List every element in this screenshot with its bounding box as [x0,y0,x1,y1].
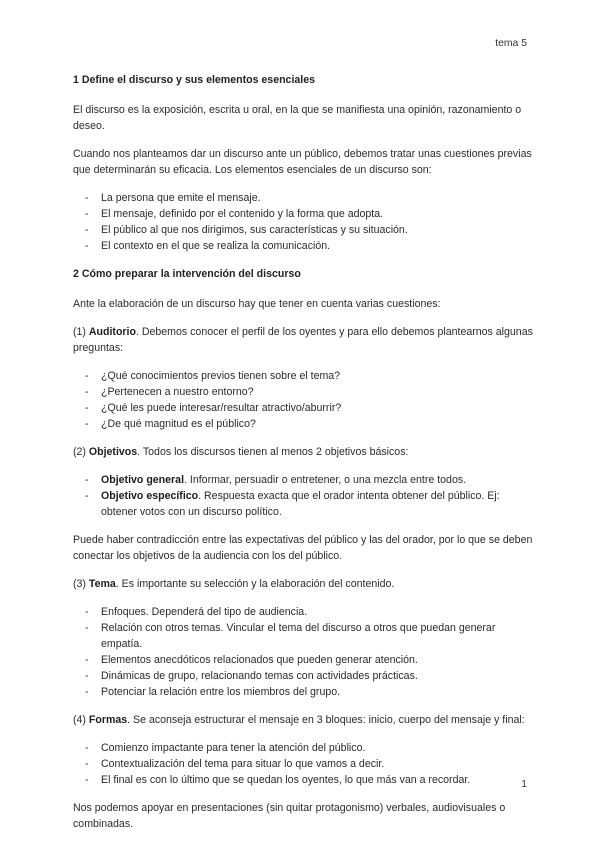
list-item: - Potenciar la relación entre los miembros del grupo. [85,686,341,698]
objetivos-term: Objetivos [88,446,138,458]
section-1-paragraph-definition: El discurso es la exposición, escrita u oral, en la que se manifiesta una opinión, razonamiento o deseo. [73,104,522,132]
formas-term: Formas [88,714,128,726]
list-item: - Objetivo específico. Respuesta exacta que el orador intenta obtener del público. Ej: obtener votos con un discurso político. [85,490,500,518]
list-item: - El final es con lo último que se quedan los oyentes, lo que más van a recordar. [85,774,471,786]
section-1-elements-list [73,190,533,254]
auditorio-questions-list [73,368,533,432]
tema-list [73,604,533,700]
page-header-topic: tema 5 [495,38,527,49]
objetivos-list [73,472,533,520]
list-item: - El público al que nos dirigimos, sus características y su situación. [85,224,408,236]
list-item: - La persona que emite el mensaje. [85,192,261,204]
list-item: - El contexto en el que se realiza la comunicación. [85,240,331,252]
list-item: - ¿Qué les puede interesar/resultar atractivo/aburrir? [85,402,342,414]
formas-paragraph: (4) Formas. Se aconseja estructurar el mensaje en 3 bloques: inicio, cuerpo del mensaje y final: [73,714,525,726]
list-item: - ¿De qué magnitud es el público? [85,418,256,430]
list-item: - Elementos anecdóticos relacionados que pueden generar atención. [85,654,418,666]
list-item: - Relación con otros temas. Vincular el tema del discurso a otros que puedan generar empatía. [85,622,496,650]
list-item: - El mensaje, definido por el contenido y la forma que adopta. [85,208,384,220]
list-item: - Comienzo impactante para tener la atención del público. [85,742,366,754]
section-2-heading: 2 Cómo preparar la intervención del discurso [73,268,301,280]
formas-list [73,740,533,788]
list-item: - ¿Pertenecen a nuestro entorno? [85,386,254,398]
list-item: - Objetivo general. Informar, persuadir o entretener, o una mezcla entre todos. [85,474,467,486]
closing-paragraph: Nos podemos apoyar en presentaciones (sin quitar protagonismo) verbales, audiovisuales o combinadas. [73,802,506,830]
tema-term: Tema [88,578,116,590]
document-body [73,72,533,844]
section-1-heading: 1 Define el discurso y sus elementos esenciales [73,74,316,86]
objetivos-paragraph: (2) Objetivos. Todos los discursos tienen al menos 2 objetivos básicos: [73,446,409,458]
section-1-paragraph-elements: Cuando nos planteamos dar un discurso ante un público, debemos tratar unas cuestiones previas que determinarán su eficacia. Los elementos esenciales de un discurso son: [73,148,532,176]
list-item: - Dinámicas de grupo, relacionando temas con actividades prácticas. [85,670,418,682]
auditorio-paragraph: (1) Auditorio. Debemos conocer el perfil de los oyentes y para ello debemos plantearnos algunas preguntas: [73,326,533,354]
objetivos-note: Puede haber contradicción entre las expectativas del público y las del orador, por lo que se deben conectar los objetivos de la audiencia con los del público. [73,534,533,562]
list-item: - ¿Qué conocimientos previos tienen sobre el tema? [85,370,341,382]
list-item: - Enfoques. Dependerá del tipo de audiencia. [85,606,308,618]
list-item: - Contextualización del tema para situar lo que vamos a decir. [85,758,385,770]
section-2-intro: Ante la elaboración de un discurso hay que tener en cuenta varias cuestiones: [73,298,441,310]
page-number: 1 [521,779,527,790]
auditorio-term: Auditorio [88,326,136,338]
tema-paragraph: (3) Tema. Es importante su selección y la elaboración del contenido. [73,578,395,590]
